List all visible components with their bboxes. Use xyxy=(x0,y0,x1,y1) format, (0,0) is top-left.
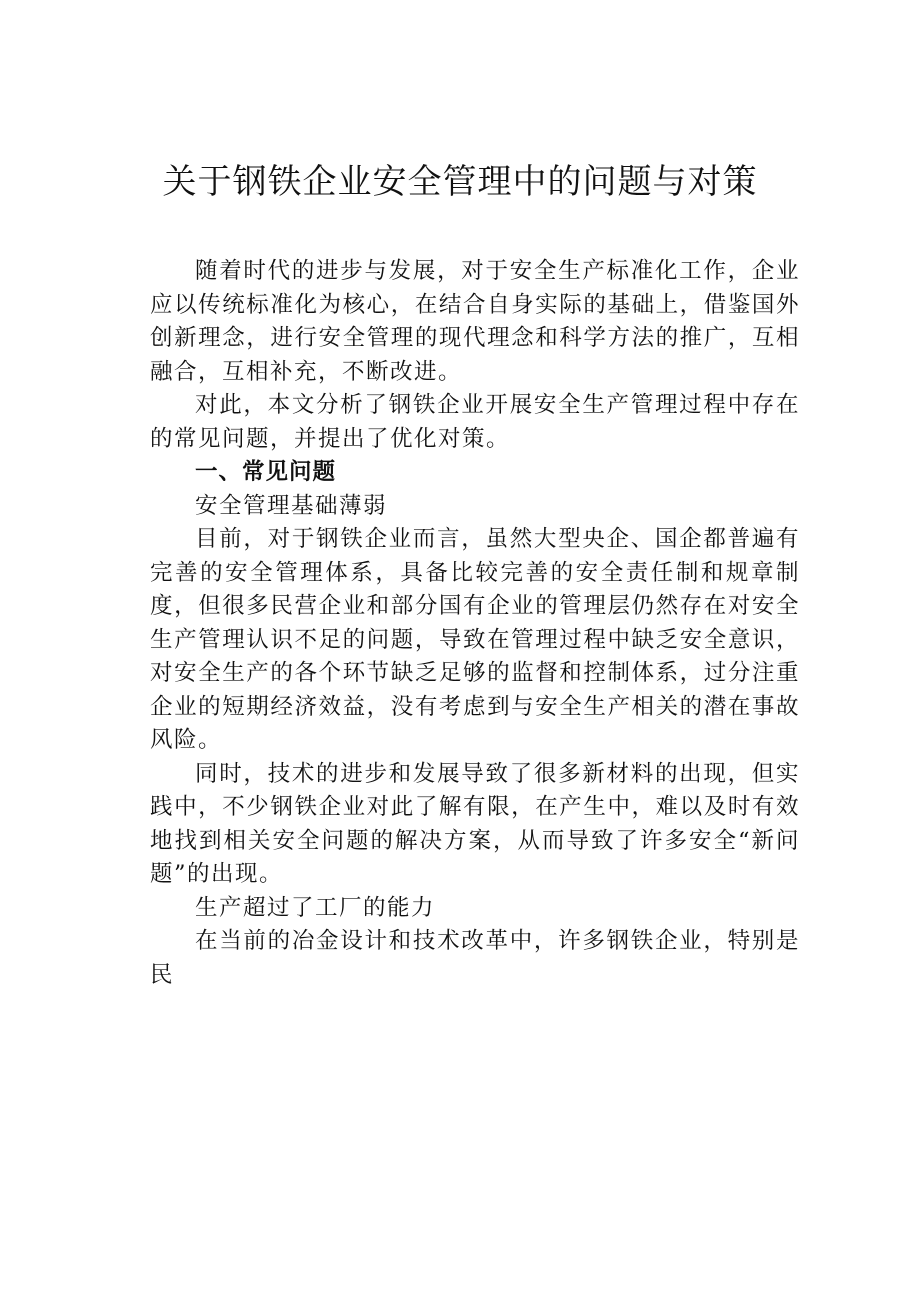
document-body xyxy=(150,255,800,992)
subsection-1-paragraph-2: 同时，技术的进步和发展导致了很多新材料的出现，但实践中，不少钢铁企业对此了解有限，在产生中，难以及时有效地找到相关安全问题的解决方案，从而导致了许多安全“新问题”的出现。 xyxy=(150,760,800,887)
subsection-1-paragraph-1: 目前，对于钢铁企业而言，虽然大型央企、国企都普遍有完善的安全管理体系，具备比较完善的安全责任制和规章制度，但很多民营企业和部分国有企业的管理层仍然存在对安全生产管理认识不足的问题，导致在管理过程中缺乏安全意识，对安全生产的各个环节缺乏足够的监督和控制体系，过分注重企业的短期经济效益，没有考虑到与安全生产相关的潜在事故风险。 xyxy=(150,526,800,753)
section-heading-common-problems: 一、常见问题 xyxy=(195,459,337,485)
intro-paragraph-2: 对此，本文分析了钢铁企业开展安全生产管理过程中存在的常见问题，并提出了优化对策。 xyxy=(150,392,800,452)
subsection-2-paragraph-1: 在当前的冶金设计和技术改革中，许多钢铁企业，特别是民 xyxy=(150,928,800,988)
subsection-title-overcapacity: 生产超过了工厂的能力 xyxy=(195,894,436,921)
intro-paragraph-1: 随着时代的进步与发展，对于安全生产标准化工作，企业应以传统标准化为核心，在结合自身实际的基础上，借鉴国外创新理念，进行安全管理的现代理念和科学方法的推广，互相融合，互相补充，不断改进。 xyxy=(150,258,800,385)
document-title: 关于钢铁企业安全管理中的问题与对策 xyxy=(162,162,758,202)
subsection-title-weak-foundation: 安全管理基础薄弱 xyxy=(195,492,388,519)
